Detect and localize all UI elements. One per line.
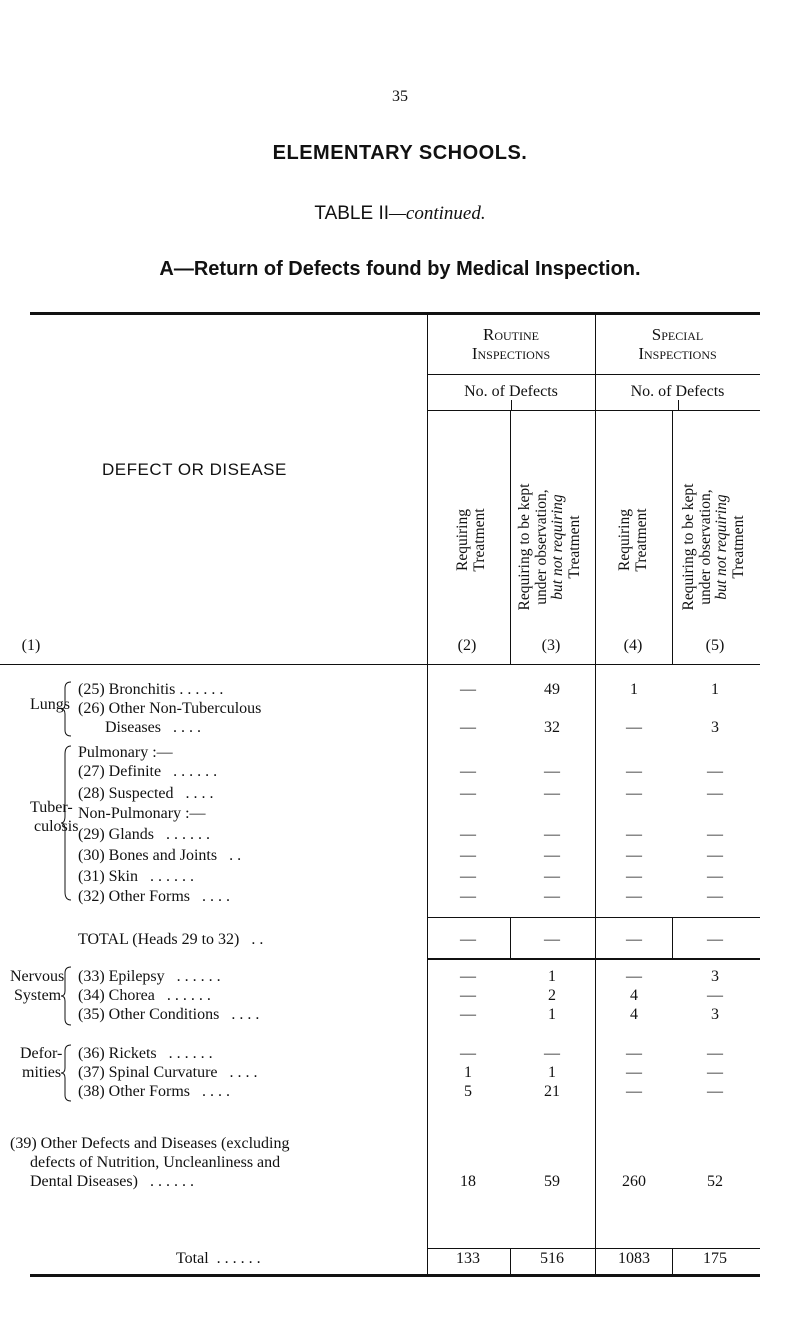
pulmonary-label: Pulmonary :— <box>78 744 173 761</box>
table-cell: — <box>626 719 642 736</box>
row-label-34-dots: . . . . . . <box>166 987 211 1004</box>
col4-number: (4) <box>623 637 643 654</box>
row-label-39-line2: defects of Nutrition, Uncleanliness and <box>30 1154 281 1171</box>
row-label-33 <box>78 968 221 986</box>
table-cell: 21 <box>544 1083 560 1100</box>
row-label-31 <box>78 868 194 886</box>
row-label-27-dots: . . . . . . <box>173 763 218 780</box>
table-cell: 32 <box>544 719 560 736</box>
row-label-28 <box>78 785 214 803</box>
routine-header-line1: Routine <box>483 325 539 344</box>
table-cell: — <box>707 763 723 780</box>
table-title <box>0 203 800 225</box>
col5-header-line1: Requiring to be kept <box>680 483 697 611</box>
table-cell: 1 <box>464 1064 472 1081</box>
table-cell: — <box>626 868 642 885</box>
row-label-30 <box>78 847 241 865</box>
header-bottom-rule <box>0 664 760 665</box>
table-cell: — <box>707 826 723 843</box>
table-cell: — <box>626 826 642 843</box>
table-cell: — <box>707 1045 723 1062</box>
row-label-29-text: (29) Glands <box>78 826 154 843</box>
table-cell: — <box>626 1045 642 1062</box>
row-label-39-dots: . . . . . . <box>149 1173 194 1190</box>
table-cell: — <box>544 763 560 780</box>
defect-column-header: DEFECT OR DISEASE <box>102 460 287 479</box>
table-cell: — <box>460 847 476 864</box>
table-cell: — <box>460 826 476 843</box>
table-cell: 49 <box>544 681 560 698</box>
row-label-35-dots: . . . . <box>231 1006 260 1023</box>
col2-header-line1: Requiring <box>454 509 471 571</box>
tick-mark-right <box>678 400 679 410</box>
table-cell: — <box>460 763 476 780</box>
grand-total-divider-4 <box>672 1248 673 1276</box>
table-cell: — <box>707 888 723 905</box>
table-cell: — <box>460 785 476 802</box>
table-cell: 4 <box>630 987 638 1004</box>
table-bottom-rule <box>30 1274 760 1277</box>
col3-header <box>517 445 587 649</box>
table-cell: — <box>460 681 476 698</box>
row-label-39-line3-text: Dental Diseases) <box>30 1173 138 1190</box>
table-cell: 4 <box>630 1006 638 1023</box>
row-label-25-dots: . . . . . . <box>179 681 224 698</box>
group-lungs: Lungs <box>30 696 70 713</box>
col4-header <box>616 450 656 630</box>
table-cell: — <box>626 785 642 802</box>
row-label-39-line3 <box>30 1173 194 1191</box>
grand-total-top-rule <box>427 1248 760 1249</box>
table-cell: — <box>544 1045 560 1062</box>
table-cell: — <box>460 1045 476 1062</box>
row-label-27-text: (27) Definite <box>78 763 162 780</box>
row-label-35-text: (35) Other Conditions <box>78 1006 220 1023</box>
row-label-27 <box>78 763 217 781</box>
table-top-rule <box>30 312 760 315</box>
table-cell: 1083 <box>618 1250 650 1267</box>
table-cell: — <box>460 987 476 1004</box>
row-label-total-dots: . . . . . . <box>216 1250 261 1267</box>
table-cell: 260 <box>622 1173 646 1190</box>
row-label-36-dots: . . . . . . <box>168 1045 213 1062</box>
row-label-32 <box>78 888 230 906</box>
row-label-34 <box>78 987 211 1005</box>
row-label-tb-total <box>78 931 263 949</box>
table-cell: — <box>707 987 723 1004</box>
table-cell: 5 <box>464 1083 472 1100</box>
grand-total-divider-2 <box>510 1248 511 1276</box>
col1-number: (1) <box>21 637 41 654</box>
table-cell: — <box>707 1064 723 1081</box>
col4-header-line2: Treatment <box>633 508 650 572</box>
routine-header-line2: Inspections <box>471 344 551 363</box>
table-cell: — <box>544 868 560 885</box>
row-label-38 <box>78 1083 230 1101</box>
table-cell: 1 <box>548 1006 556 1023</box>
row-label-35 <box>78 1006 259 1024</box>
table-cell: — <box>626 968 642 985</box>
table-cell: — <box>544 931 560 948</box>
table-cell: — <box>460 888 476 905</box>
table-cell: — <box>626 931 642 948</box>
table-cell: — <box>626 763 642 780</box>
defects-subheader-rule <box>427 374 760 375</box>
row-label-30-text: (30) Bones and Joints <box>78 847 218 864</box>
row-label-total <box>176 1250 261 1268</box>
total-divider-4 <box>672 917 673 959</box>
table-cell: 3 <box>711 968 719 985</box>
row-label-28-text: (28) Suspected <box>78 785 174 802</box>
col-divider-4 <box>672 410 673 664</box>
col3-number: (3) <box>541 637 561 654</box>
row-label-37 <box>78 1064 258 1082</box>
table-cell: — <box>460 868 476 885</box>
table-cell: — <box>626 847 642 864</box>
col-divider-1 <box>427 312 428 1276</box>
col3-header-line4: Treatment <box>565 515 583 579</box>
row-label-25 <box>78 681 223 699</box>
table-title-continued: —continued. <box>389 203 486 224</box>
table-cell: 516 <box>540 1250 564 1267</box>
table-cell: — <box>460 1006 476 1023</box>
table-cell: 3 <box>711 1006 719 1023</box>
row-label-total-text: Total <box>176 1250 209 1267</box>
special-header-line1: Special <box>651 325 704 344</box>
table-cell: — <box>460 931 476 948</box>
table-cell: 1 <box>711 681 719 698</box>
brace-deformities <box>61 1043 75 1103</box>
col5-number: (5) <box>705 637 725 654</box>
table-cell: 59 <box>544 1173 560 1190</box>
row-label-37-dots: . . . . <box>229 1064 258 1081</box>
page-number: 35 <box>392 88 408 105</box>
table-cell: — <box>544 785 560 802</box>
routine-no-of-defects: No. of Defects <box>464 383 558 400</box>
tick-mark-left <box>511 400 512 410</box>
table-cell: — <box>544 847 560 864</box>
group-deformities-line2: mities <box>22 1064 62 1081</box>
special-header-line2: Inspections <box>638 344 717 363</box>
table-cell: — <box>707 847 723 864</box>
group-nervous-line1: Nervous <box>10 968 65 985</box>
table-cell: 133 <box>456 1250 480 1267</box>
table-cell: — <box>460 719 476 736</box>
row-label-38-dots: . . . . <box>201 1083 230 1100</box>
table-title-main: TABLE II <box>314 203 390 224</box>
group-tuberculosis-line2: culosis <box>34 818 79 835</box>
non-pulmonary-label: Non-Pulmonary :— <box>78 805 206 822</box>
row-label-34-text: (34) Chorea <box>78 987 155 1004</box>
row-label-32-dots: . . . . <box>201 888 230 905</box>
row-label-26b-text: Diseases <box>105 719 161 736</box>
row-label-26: (26) Other Non-Tuberculous <box>78 700 262 717</box>
brace-lungs <box>61 680 75 738</box>
brace-tuberculosis <box>61 744 75 902</box>
table-cell: — <box>626 1064 642 1081</box>
row-label-tb-total-dots: . . <box>251 931 264 948</box>
group-tuberculosis-line1: Tuber- <box>30 799 73 816</box>
row-label-26b-dots: . . . . <box>172 719 201 736</box>
col-divider-3 <box>595 312 596 1276</box>
special-no-of-defects: No. of Defects <box>630 383 725 400</box>
row-label-29 <box>78 826 210 844</box>
col-divider-2 <box>510 410 511 664</box>
table-cell: 1 <box>630 681 638 698</box>
table-cell: — <box>544 826 560 843</box>
group-deformities-line1: Defor- <box>20 1045 63 1062</box>
row-label-37-text: (37) Spinal Curvature <box>78 1064 218 1081</box>
row-label-26b <box>105 719 201 737</box>
tb-total-bottom-rule <box>427 958 760 960</box>
row-label-38-text: (38) Other Forms <box>78 1083 190 1100</box>
col3-header-line2: under observation, <box>532 489 550 605</box>
col5-header-line3: but not requiring <box>713 494 730 600</box>
table-cell: — <box>707 931 723 948</box>
table-cell: 2 <box>548 987 556 1004</box>
defects-under-rule <box>427 410 760 411</box>
table-cell: 1 <box>548 968 556 985</box>
row-label-31-dots: . . . . . . <box>150 868 194 885</box>
table-cell: — <box>707 785 723 802</box>
table-cell: — <box>544 888 560 905</box>
table-cell: 52 <box>707 1173 723 1190</box>
col5-header-line2: under observation, <box>696 489 714 605</box>
row-label-tb-total-text: TOTAL (Heads 29 to 32) <box>78 931 240 948</box>
table-cell: 175 <box>703 1250 727 1267</box>
row-label-36 <box>78 1045 213 1063</box>
col5-header <box>681 445 751 649</box>
row-label-31-text: (31) Skin <box>78 868 138 885</box>
row-label-39-line1: (39) Other Defects and Diseases (excluding <box>10 1135 290 1152</box>
row-label-30-dots: . . <box>229 847 242 864</box>
row-label-25-text: (25) Bronchitis <box>78 681 176 698</box>
row-label-33-dots: . . . . . . <box>176 968 221 985</box>
row-label-32-text: (32) Other Forms <box>78 888 190 905</box>
row-label-36-text: (36) Rickets <box>78 1045 157 1062</box>
section-heading: A—Return of Defects found by Medical Inspection. <box>159 258 641 280</box>
total-divider-2 <box>510 917 511 959</box>
table-cell: — <box>626 1083 642 1100</box>
table-cell: — <box>707 1083 723 1100</box>
col2-number: (2) <box>457 637 477 654</box>
row-label-29-dots: . . . . . . <box>165 826 210 843</box>
group-nervous-line2: System <box>14 987 62 1004</box>
table-cell: — <box>707 868 723 885</box>
col5-header-line4: Treatment <box>729 515 747 579</box>
row-label-33-text: (33) Epilepsy <box>78 968 165 985</box>
page-title: ELEMENTARY SCHOOLS. <box>272 142 528 164</box>
col4-header-line1: Requiring <box>616 509 633 571</box>
col3-header-line3: but not requiring <box>549 494 566 600</box>
table-cell: 18 <box>460 1173 476 1190</box>
table-cell: 3 <box>711 719 719 736</box>
row-label-28-dots: . . . . <box>185 785 214 802</box>
col2-header <box>454 450 494 630</box>
table-cell: 1 <box>548 1064 556 1081</box>
col2-header-line2: Treatment <box>471 508 488 572</box>
brace-nervous <box>61 965 75 1027</box>
table-cell: — <box>626 888 642 905</box>
tb-total-top-rule <box>427 917 760 918</box>
table-cell: — <box>460 968 476 985</box>
col3-header-line1: Requiring to be kept <box>516 483 533 611</box>
